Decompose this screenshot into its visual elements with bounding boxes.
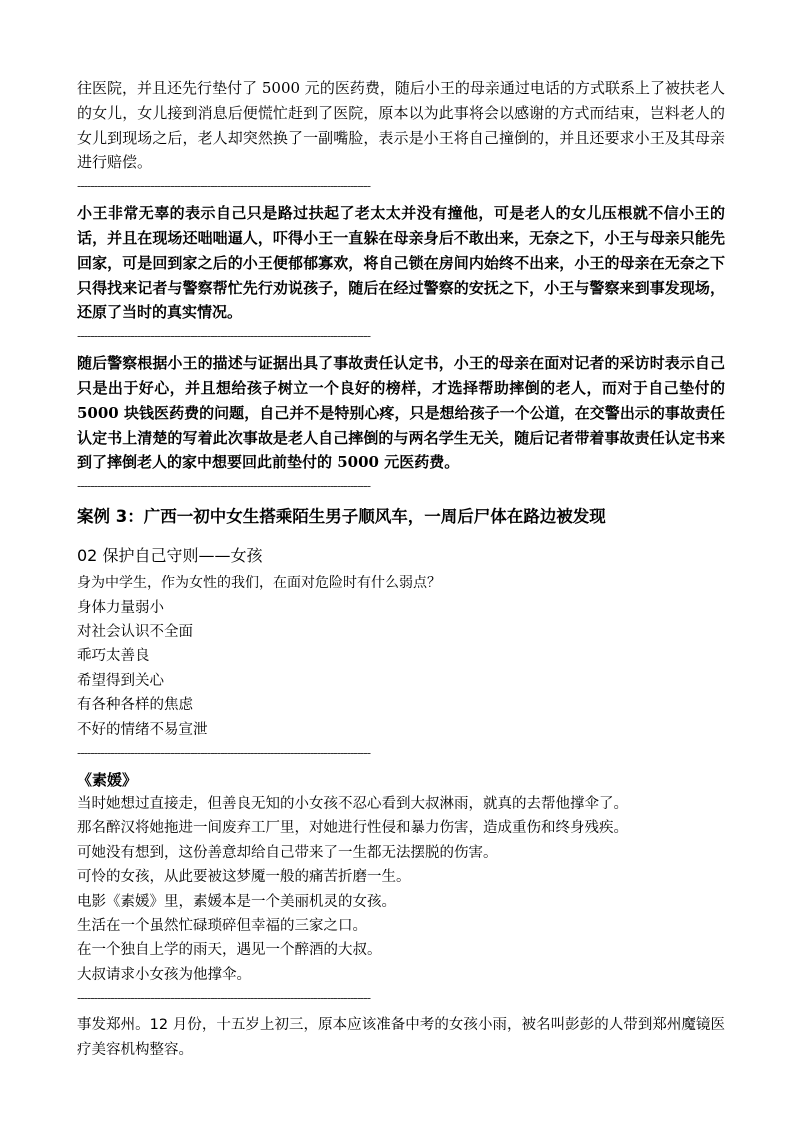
weakness-item: 对社会认识不全面	[77, 623, 193, 640]
document-body	[77, 76, 725, 1062]
weakness-list	[77, 596, 725, 742]
film-line: 那名醉汉将她拖进一间废弃工厂里，对她进行性侵和暴力伤害，造成重伤和终身残疾。	[77, 820, 628, 837]
separator-5: ----------------------------------------------------------------------------------------	[77, 991, 371, 1006]
film-line: 在一个独自上学的雨天，遇见一个醉酒的大叔。	[77, 942, 382, 959]
paragraph-3: 随后警察根据小王的描述与证据出具了事故责任认定书，小王的母亲在面对记者的采访时表示自己只是出于好心，并且想给孩子树立一个良好的榜样，才选择帮助摔倒的老人，而对于自己垫付的 5000 块钱医药费的问题，自己并不是特别心疼，只是想给孩子一个公道，在交警出示的事故责任认定书上清楚的写着此次事故是老人自己摔倒的与两名学生无关，随后记者带着事故责任认定书来到了摔倒老人的家中想要回此前垫付的 5000 元医药费。	[77, 354, 725, 472]
weakness-item: 有各种各样的焦虑	[77, 697, 193, 714]
case-3-title: 案例 3：广西一初中女生搭乘陌生男子顺风车，一周后尸体在路边被发现	[77, 507, 606, 527]
film-line: 可怜的女孩，从此要被这梦魇一般的痛苦折磨一生。	[77, 869, 411, 886]
weakness-item: 身体力量弱小	[77, 599, 164, 616]
film-line: 当时她想过直接走，但善良无知的小女孩不忍心看到大叔淋雨，就真的去帮他撑伞了。	[77, 796, 628, 812]
question-line: 身为中学生，作为女性的我们，在面对危险时有什么弱点？	[77, 575, 441, 592]
paragraph-2: 小王非常无辜的表示自己只是路过扶起了老太太并没有撞他，可是老人的女儿压根就不信小王的话，并且在现场还咄咄逼人，吓得小王一直躲在母亲身后不敢出来，无奈之下，小王与母亲只能先回家，可是回到家之后的小王便郁郁寡欢，将自己锁在房间内始终不出来，小王的母亲在无奈之下只得找来记者与警察帮忙先行劝说孩子，随后在经过警察的安抚之下，小王与警察来到事发现场，还原了当时的真实情况。	[77, 204, 725, 322]
film-lines	[77, 792, 725, 987]
weakness-item: 希望得到关心	[77, 672, 164, 689]
section-title: 02 保护自己守则——女孩	[77, 546, 263, 566]
film-title: 《素媛》	[77, 771, 138, 789]
separator-1: ----------------------------------------------------------------------------------------	[77, 179, 371, 194]
weakness-item: 不好的情绪不易宣泄	[77, 721, 208, 738]
weakness-item: 乖巧太善良	[77, 648, 150, 665]
paragraph-1: 往医院，并且还先行垫付了 5000 元的医药费，随后小王的母亲通过电话的方式联系上了被扶老人的女儿，女儿接到消息后便慌忙赶到了医院，原本以为此事将会以感谢的方式而结束，岂料老人的女儿到现场之后，老人却突然换了一副嘴脸，表示是小王将自己撞倒的，并且还要求小王及其母亲进行赔偿。	[77, 79, 725, 172]
last-paragraph: 事发郑州。12 月份，十五岁上初三，原本应该准备中考的女孩小雨，被名叫彭彭的人带到郑州魔镜医疗美容机构整容。	[77, 1017, 725, 1058]
separator-2: ----------------------------------------------------------------------------------------	[77, 329, 371, 344]
film-line: 可她没有想到，这份善意却给自己带来了一生都无法摆脱的伤害。	[77, 844, 498, 861]
film-line: 大叔请求小女孩为他撑伞。	[77, 966, 251, 983]
film-line: 电影《素媛》里，素媛本是一个美丽机灵的女孩。	[77, 893, 396, 910]
separator-3: ----------------------------------------------------------------------------------------	[77, 479, 371, 494]
film-line: 生活在一个虽然忙碌琐碎但幸福的三家之口。	[77, 918, 367, 935]
separator-4: ----------------------------------------------------------------------------------------	[77, 746, 371, 760]
